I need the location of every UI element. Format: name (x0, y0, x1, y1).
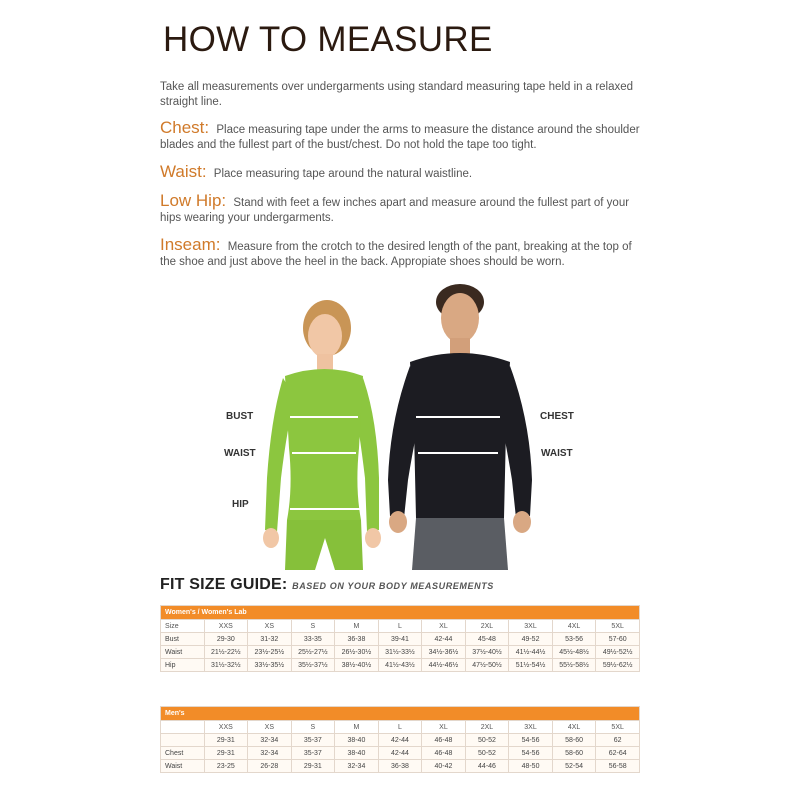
measure-inseam (160, 237, 650, 270)
table-cell: 35½-37½ (291, 659, 335, 672)
measure-description: Stand with feet a few inches apart and measure around the fullest part of your hips wearing your undergarments. (160, 197, 630, 224)
waist-measure-line (292, 452, 356, 454)
table-cell: 26½-30½ (335, 646, 379, 659)
table-cell: 44½-46½ (422, 659, 466, 672)
table-cell: 35-37 (291, 747, 335, 760)
guide-subtitle: BASED ON YOUR BODY MEASUREMENTS (292, 581, 494, 591)
table-cell: Hip (161, 659, 205, 672)
table-cell: XL (422, 721, 466, 734)
table-cell: 41½-44½ (509, 646, 553, 659)
table-cell: Chest (161, 747, 205, 760)
table-cell: 39-41 (378, 633, 422, 646)
table-cell: XXS (204, 620, 248, 633)
table-cell: 36-38 (378, 760, 422, 773)
table-cell: 42-44 (422, 633, 466, 646)
table-cell: 38-40 (335, 734, 379, 747)
table-cell: 33-35 (291, 633, 335, 646)
table-cell: 59½-62½ (596, 659, 640, 672)
table-row (161, 734, 640, 747)
table-cell: 53-56 (552, 633, 596, 646)
table-cell: 23-25 (204, 760, 248, 773)
table-cell: 33½-35½ (248, 659, 292, 672)
table-cell: 48-50 (509, 760, 553, 773)
table-cell: 29-31 (291, 760, 335, 773)
table-row (161, 760, 640, 773)
table-cell: L (378, 620, 422, 633)
table-cell: 31½-32½ (204, 659, 248, 672)
table-cell: 54-56 (509, 734, 553, 747)
table-cell: 25½-27½ (291, 646, 335, 659)
table-cell: 38½-40½ (335, 659, 379, 672)
table-cell: Waist (161, 646, 205, 659)
table-cell: 49½-52½ (596, 646, 640, 659)
measure-term: Waist: (160, 162, 207, 181)
chest-label: CHEST (540, 411, 574, 422)
table-cell: 45-48 (465, 633, 509, 646)
table-cell: 2XL (465, 721, 509, 734)
table-cell: 31-32 (248, 633, 292, 646)
table-cell: 40-42 (422, 760, 466, 773)
table-cell: 41½-43½ (378, 659, 422, 672)
table-cell: Size (161, 620, 205, 633)
table-cell: S (291, 721, 335, 734)
table-row (161, 747, 640, 760)
hip-label: HIP (232, 499, 249, 510)
table-cell: 29-31 (204, 747, 248, 760)
table-row (161, 633, 640, 646)
table-cell: 23½-25½ (248, 646, 292, 659)
waist-label: WAIST (224, 448, 256, 459)
table-cell: 42-44 (378, 734, 422, 747)
table-row (161, 721, 640, 734)
hip-measure-line (290, 508, 360, 510)
table-cell: 31½-33½ (378, 646, 422, 659)
table-cell: 58-60 (552, 734, 596, 747)
guide-title-text: FIT SIZE GUIDE: (160, 576, 288, 593)
table-cell: M (335, 620, 379, 633)
women-size-table (160, 605, 640, 672)
table-cell: S (291, 620, 335, 633)
measure-description: Place measuring tape under the arms to measure the distance around the shoulder blades and the fullest part of the bust/chest. Do not hold the tape too tight. (160, 124, 640, 151)
table-cell: XL (422, 620, 466, 633)
man-waist-measure-line (418, 452, 498, 454)
table-cell: 52-54 (552, 760, 596, 773)
table-cell: 46-48 (422, 734, 466, 747)
table-cell: 55½-58½ (552, 659, 596, 672)
table-cell: 36-38 (335, 633, 379, 646)
intro-text: Take all measurements over undergarments using standard measuring tape held in a relaxed straight line. (160, 81, 634, 108)
table-cell: XXS (204, 721, 248, 734)
table-cell: 3XL (509, 721, 553, 734)
fit-size-guide-title (160, 576, 494, 594)
table-cell: 49-52 (509, 633, 553, 646)
table-cell: 35-37 (291, 734, 335, 747)
men-size-table (160, 706, 640, 773)
table-cell: 32-34 (335, 760, 379, 773)
table-cell: 54-56 (509, 747, 553, 760)
table-cell: 44-46 (465, 760, 509, 773)
table-cell: 58-60 (552, 747, 596, 760)
measure-term: Low Hip: (160, 191, 227, 210)
table-cell: Bust (161, 633, 205, 646)
table-row (161, 620, 640, 633)
table-cell: 4XL (552, 620, 596, 633)
table-cell: 57-60 (596, 633, 640, 646)
table-cell (161, 734, 205, 747)
table-cell: 46-48 (422, 747, 466, 760)
measure-waist (160, 164, 650, 182)
measure-term: Inseam: (160, 235, 221, 254)
table-cell: L (378, 721, 422, 734)
table-row (161, 646, 640, 659)
table-cell (161, 721, 205, 734)
table-cell: 29-30 (204, 633, 248, 646)
table-cell: 32-34 (248, 747, 292, 760)
woman-figure-illustration (255, 298, 390, 570)
table-cell: Waist (161, 760, 205, 773)
table-cell: 21½-22½ (204, 646, 248, 659)
table-cell: 62-64 (596, 747, 640, 760)
table-cell: 50-52 (465, 747, 509, 760)
table-cell: M (335, 721, 379, 734)
table-cell: 47½-50½ (465, 659, 509, 672)
table-cell: 5XL (596, 721, 640, 734)
measure-low-hip (160, 193, 650, 226)
table-cell: 62 (596, 734, 640, 747)
measure-description: Place measuring tape around the natural waistline. (213, 168, 473, 180)
table-cell: XS (248, 721, 292, 734)
table-cell: 45½-48½ (552, 646, 596, 659)
measure-term: Chest: (160, 118, 210, 137)
man-waist-label: WAIST (541, 448, 573, 459)
measure-chest (160, 120, 650, 153)
table-cell: 4XL (552, 721, 596, 734)
table-cell: 37½-40½ (465, 646, 509, 659)
table-cell: 38-40 (335, 747, 379, 760)
table-cell: 34½-36½ (422, 646, 466, 659)
bust-label: BUST (226, 411, 254, 422)
measure-description: Measure from the crotch to the desired length of the pant, breaking at the top of the shoe and just above the heel in the back. Appropiate shoes should be worn. (160, 241, 632, 268)
table-cell: 26-28 (248, 760, 292, 773)
table-cell: 29-31 (204, 734, 248, 747)
table-cell: XS (248, 620, 292, 633)
page-title: HOW TO MEASURE (163, 20, 493, 59)
table-cell: 3XL (509, 620, 553, 633)
table-cell: 5XL (596, 620, 640, 633)
women-table-header: Women's / Women's Lab (161, 606, 640, 620)
table-cell: 56-58 (596, 760, 640, 773)
table-cell: 51½-54½ (509, 659, 553, 672)
table-cell: 50-52 (465, 734, 509, 747)
chest-measure-line (416, 416, 500, 418)
table-cell: 2XL (465, 620, 509, 633)
bust-measure-line (290, 416, 358, 418)
table-row (161, 659, 640, 672)
man-figure-illustration (380, 280, 540, 570)
table-cell: 42-44 (378, 747, 422, 760)
table-cell: 32-34 (248, 734, 292, 747)
men-table-header: Men's (161, 707, 640, 721)
